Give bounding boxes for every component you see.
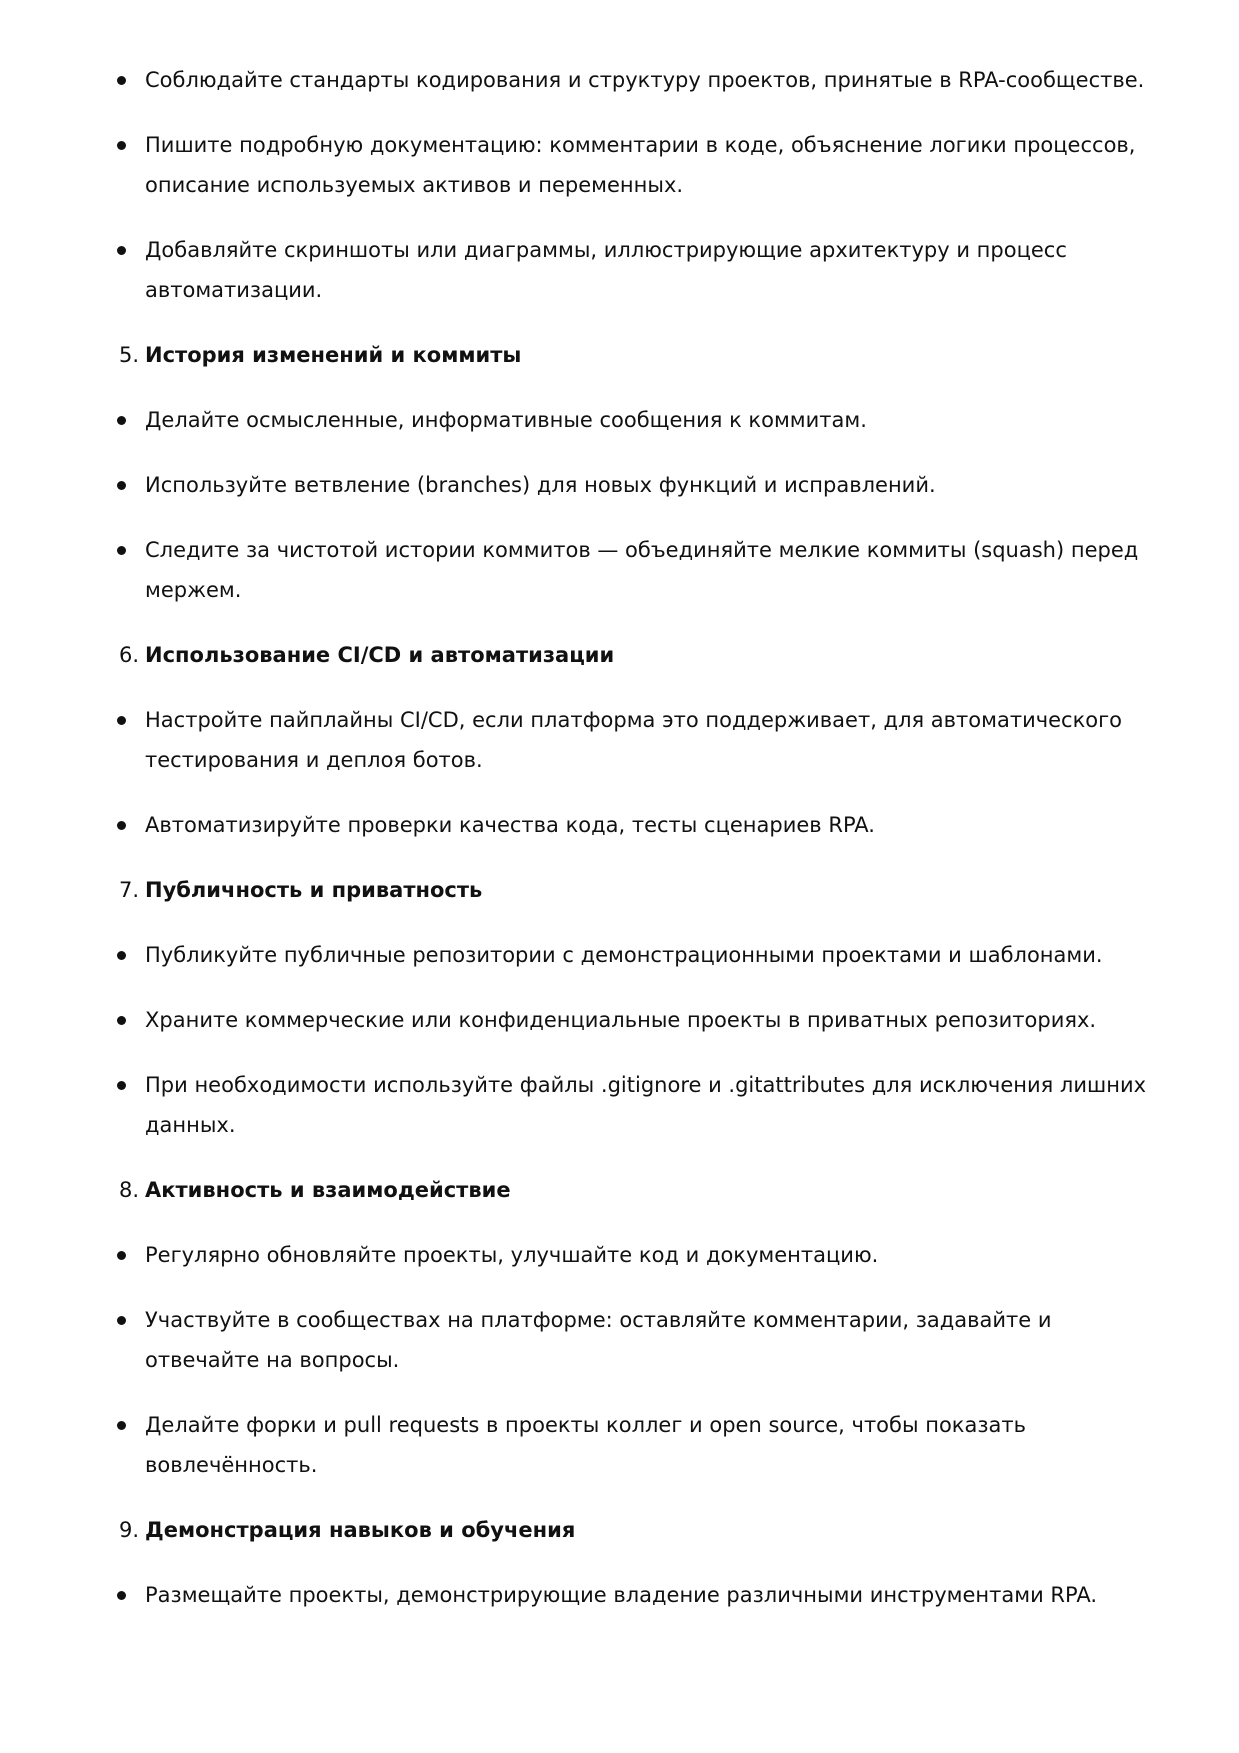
list-item xyxy=(145,1235,1155,1275)
item-text: Публикуйте публичные репозитории с демонстрационными проектами и шаблонами. xyxy=(145,943,1103,967)
item-text: Храните коммерческие или конфиденциальные проекты в приватных репозиториях. xyxy=(145,1008,1097,1032)
bullet-icon xyxy=(117,141,126,150)
list-item xyxy=(145,805,1155,845)
section-heading xyxy=(118,870,1155,910)
section-heading xyxy=(118,335,1155,375)
list-item xyxy=(145,530,1155,610)
bullet-icon xyxy=(117,821,126,830)
heading-text: Использование CI/CD и автоматизации xyxy=(145,643,615,667)
item-text: Участвуйте в сообществах на платформе: оставляйте комментарии, задавайте и отвечайте на вопросы. xyxy=(145,1308,1052,1372)
bullet-icon xyxy=(117,1016,126,1025)
item-text: Пишите подробную документацию: комментарии в коде, объяснение логики процессов, описание используемых активов и переменных. xyxy=(145,133,1136,197)
bullet-icon xyxy=(117,1421,126,1430)
bullet-icon xyxy=(117,1081,126,1090)
item-text: Делайте осмысленные, информативные сообщения к коммитам. xyxy=(145,408,867,432)
bullet-icon xyxy=(117,1591,126,1600)
bullet-icon xyxy=(117,76,126,85)
heading-text: Демонстрация навыков и обучения xyxy=(145,1518,576,1542)
item-text: Делайте форки и pull requests в проекты коллег и open source, чтобы показать вовлечённость. xyxy=(145,1413,1027,1477)
list-item xyxy=(145,1065,1155,1145)
list-item xyxy=(145,60,1155,100)
list-item xyxy=(145,700,1155,780)
heading-text: История изменений и коммиты xyxy=(145,343,522,367)
item-text: Используйте ветвление (branches) для новых функций и исправлений. xyxy=(145,473,936,497)
list-item xyxy=(145,465,1155,505)
list-item xyxy=(145,1300,1155,1380)
bullet-icon xyxy=(117,951,126,960)
section-number: 5. xyxy=(118,343,139,367)
section-heading xyxy=(118,635,1155,675)
item-text: Следите за чистотой истории коммитов — объединяйте мелкие коммиты (squash) перед мержем. xyxy=(145,538,1139,602)
document-body xyxy=(118,60,1155,1640)
list-item xyxy=(145,935,1155,975)
item-text: Настройте пайплайны CI/CD, если платформа это поддерживает, для автоматического тестирования и деплоя ботов. xyxy=(145,708,1123,772)
item-text: Добавляйте скриншоты или диаграммы, иллюстрирующие архитектуру и процесс автоматизации. xyxy=(145,238,1067,302)
item-text: Соблюдайте стандарты кодирования и структуру проектов, принятые в RPA-сообществе. xyxy=(145,68,1145,92)
item-text: Автоматизируйте проверки качества кода, тесты сценариев RPA. xyxy=(145,813,875,837)
list-item xyxy=(145,1575,1155,1615)
bullet-icon xyxy=(117,546,126,555)
heading-text: Публичность и приватность xyxy=(145,878,483,902)
bullet-icon xyxy=(117,416,126,425)
section-number: 7. xyxy=(118,878,139,902)
section-number: 6. xyxy=(118,643,139,667)
item-text: Размещайте проекты, демонстрирующие владение различными инструментами RPA. xyxy=(145,1583,1097,1607)
heading-text: Активность и взаимодействие xyxy=(145,1178,511,1202)
bullet-icon xyxy=(117,481,126,490)
bullet-icon xyxy=(117,716,126,725)
bullet-icon xyxy=(117,1251,126,1260)
bullet-icon xyxy=(117,1316,126,1325)
list-item xyxy=(145,1000,1155,1040)
list-item xyxy=(145,230,1155,310)
section-number: 9. xyxy=(118,1518,139,1542)
section-number: 8. xyxy=(118,1178,139,1202)
item-text: Регулярно обновляйте проекты, улучшайте код и документацию. xyxy=(145,1243,879,1267)
section-heading xyxy=(118,1170,1155,1210)
list-item xyxy=(145,1405,1155,1485)
list-item xyxy=(145,125,1155,205)
section-heading xyxy=(118,1510,1155,1550)
item-text: При необходимости используйте файлы .gitignore и .gitattributes для исключения лишних данных. xyxy=(145,1073,1147,1137)
list-item xyxy=(145,400,1155,440)
bullet-icon xyxy=(117,246,126,255)
